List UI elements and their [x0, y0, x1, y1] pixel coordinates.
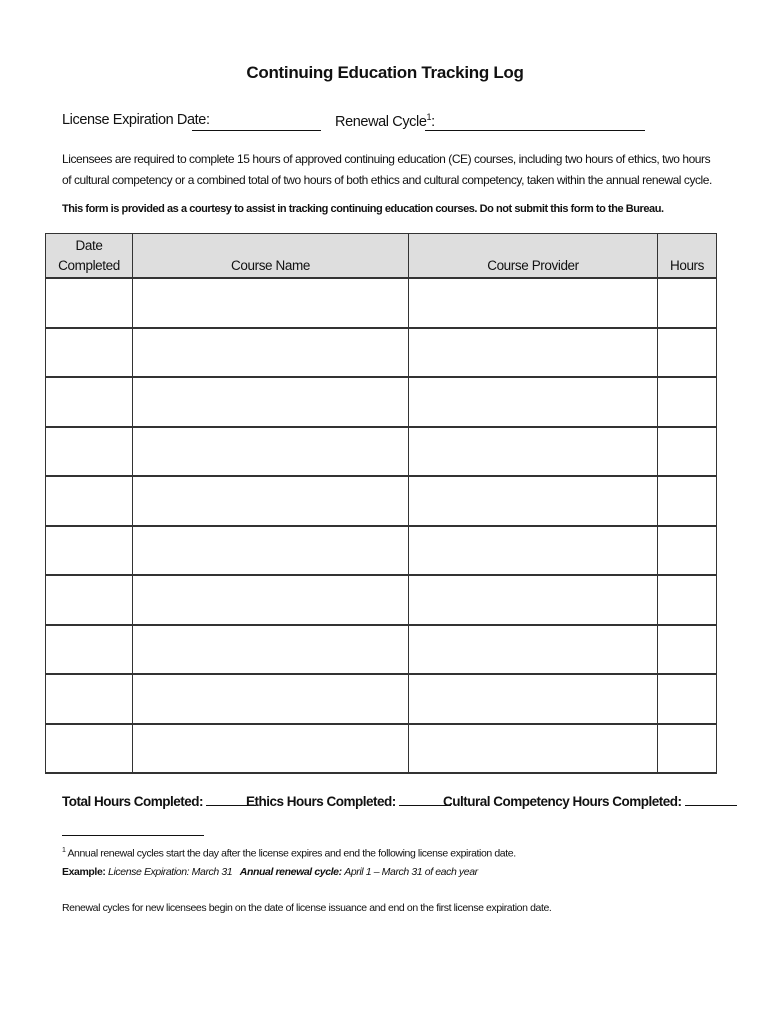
requirements-paragraph: Licensees are required to complete 15 hours of approved continuing education (CE) courses, including two hours of ethics, two hours of cultural competency or a combined total of two hours of both ethics and cultural competency, taken within the annual renewal cycle.: [62, 152, 712, 187]
date-cell[interactable]: [46, 476, 133, 526]
course-name-cell[interactable]: [133, 526, 409, 576]
total-hours-label: Total Hours Completed:: [62, 794, 204, 809]
table-row: [46, 278, 717, 328]
date-cell[interactable]: [46, 575, 133, 625]
ce-log-table: [45, 233, 717, 774]
license-expiration-label: License Expiration Date:: [62, 112, 210, 128]
date-cell[interactable]: [46, 674, 133, 724]
course-name-cell[interactable]: [133, 278, 409, 328]
ethics-hours-group: [246, 793, 451, 809]
footnote-renewal: $^1$ Annual renewal cycles start the day after the license expires and end the following license expiration date.: [62, 847, 516, 860]
course-provider-cell[interactable]: [409, 427, 658, 477]
hours-cell[interactable]: [658, 724, 717, 774]
course-provider-cell[interactable]: [409, 377, 658, 427]
footnote-marker: 1: [62, 847, 66, 854]
course-name-cell[interactable]: [133, 625, 409, 675]
table-row: [46, 674, 717, 724]
hours-cell[interactable]: [658, 427, 717, 477]
table-row: [46, 625, 717, 675]
header-hours: Hours: [658, 234, 717, 279]
ethics-hours-label: Ethics Hours Completed:: [246, 794, 396, 809]
footnote-example: Example: License Expiration: March 31 Annual renewal cycle: April 1 – March 31 of each year: [62, 866, 478, 878]
table-row: [46, 476, 717, 526]
course-name-cell[interactable]: [133, 427, 409, 477]
renewal-cycle-label: Renewal Cycle$^1$:: [335, 112, 435, 130]
date-cell[interactable]: [46, 724, 133, 774]
hours-cell[interactable]: [658, 526, 717, 576]
course-provider-cell[interactable]: [409, 328, 658, 378]
date-cell[interactable]: [46, 328, 133, 378]
date-cell[interactable]: [46, 278, 133, 328]
footnote-new-licensees: Renewal cycles for new licensees begin on the date of license issuance and end on the first license expiration date.: [62, 902, 552, 914]
cultural-hours-group: [443, 793, 737, 809]
renewal-cycle-field[interactable]: [425, 130, 645, 131]
hours-cell[interactable]: [658, 377, 717, 427]
course-name-cell[interactable]: [133, 476, 409, 526]
course-provider-cell[interactable]: [409, 476, 658, 526]
hours-cell[interactable]: [658, 476, 717, 526]
courtesy-note: This form is provided as a courtesy to assist in tracking continuing education courses. Do not submit this form to the Bureau.: [62, 203, 664, 215]
cultural-hours-label: Cultural Competency Hours Completed:: [443, 794, 682, 809]
course-name-cell[interactable]: [133, 575, 409, 625]
license-info-row: [62, 112, 722, 134]
hours-cell[interactable]: [658, 625, 717, 675]
course-provider-cell[interactable]: [409, 625, 658, 675]
table-row: [46, 575, 717, 625]
date-cell[interactable]: [46, 427, 133, 477]
hours-cell[interactable]: [658, 328, 717, 378]
header-course-provider: Course Provider: [409, 234, 658, 279]
course-name-cell[interactable]: [133, 674, 409, 724]
total-hours-group: [62, 793, 256, 809]
course-provider-cell[interactable]: [409, 674, 658, 724]
course-name-cell[interactable]: [133, 328, 409, 378]
course-provider-cell[interactable]: [409, 575, 658, 625]
page-title: Continuing Education Tracking Log: [246, 63, 524, 82]
footnote-divider: [62, 835, 204, 836]
course-provider-cell[interactable]: [409, 724, 658, 774]
table-row: [46, 724, 717, 774]
table-row: [46, 427, 717, 477]
cultural-hours-field[interactable]: [685, 793, 737, 806]
license-expiration-field[interactable]: [192, 130, 321, 131]
date-cell[interactable]: [46, 625, 133, 675]
header-date-completed: Date Completed: [46, 234, 133, 279]
table-header-row: [46, 234, 717, 279]
course-name-cell[interactable]: [133, 377, 409, 427]
table-row: [46, 328, 717, 378]
date-cell[interactable]: [46, 377, 133, 427]
header-course-name: Course Name: [133, 234, 409, 279]
table-row: [46, 526, 717, 576]
hours-cell[interactable]: [658, 674, 717, 724]
hours-cell[interactable]: [658, 575, 717, 625]
footnote-marker: 1: [426, 112, 432, 122]
course-provider-cell[interactable]: [409, 526, 658, 576]
date-cell[interactable]: [46, 526, 133, 576]
course-name-cell[interactable]: [133, 724, 409, 774]
table-row: [46, 377, 717, 427]
hours-cell[interactable]: [658, 278, 717, 328]
course-provider-cell[interactable]: [409, 278, 658, 328]
